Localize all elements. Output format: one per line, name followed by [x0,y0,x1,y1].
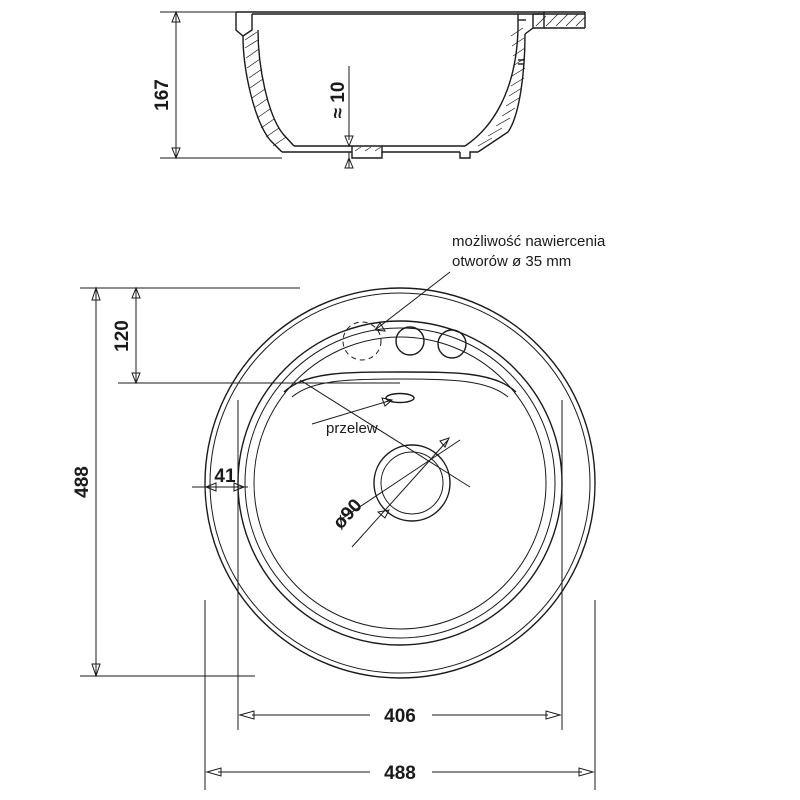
dimension-488-vertical-label: 488 [72,466,93,498]
overflow-label: przelew [326,420,378,437]
dimension-488-horizontal-label: 488 [384,763,416,784]
tap-hole-2 [438,330,466,358]
cross-section-view [152,12,585,168]
dimension-41-label: 41 [214,466,236,487]
bowl-floor-circle [254,337,546,629]
tap-hole-optional [343,322,381,360]
tap-hole-note-line1: możliwość nawiercenia [452,233,606,250]
dimension-drain-90-label: ø90 [329,495,367,534]
dimension-drain-90 [329,438,449,547]
bowl-rim-circle [238,321,562,645]
dimension-10-label: ≈ 10 [328,81,349,119]
section-hatch-bottom [355,147,381,151]
overflow-annotation [312,398,392,437]
bowl-rim-circle-inner [245,328,555,638]
dimension-167-label: 167 [152,79,173,111]
tap-hole-note-line2: otworów ø 35 mm [452,253,572,270]
dimension-406-label: 406 [384,706,416,727]
dimension-167 [152,12,282,158]
sink-outer-circle [205,288,595,678]
dimension-406 [240,702,560,728]
dimension-41 [192,466,248,491]
dimension-120-label: 120 [112,320,133,352]
top-view [72,233,606,790]
tap-deck-boundary-inner [292,379,508,397]
dimension-488-horizontal [207,759,593,785]
tap-hole-1 [396,327,424,355]
tap-deck-boundary [284,372,516,392]
